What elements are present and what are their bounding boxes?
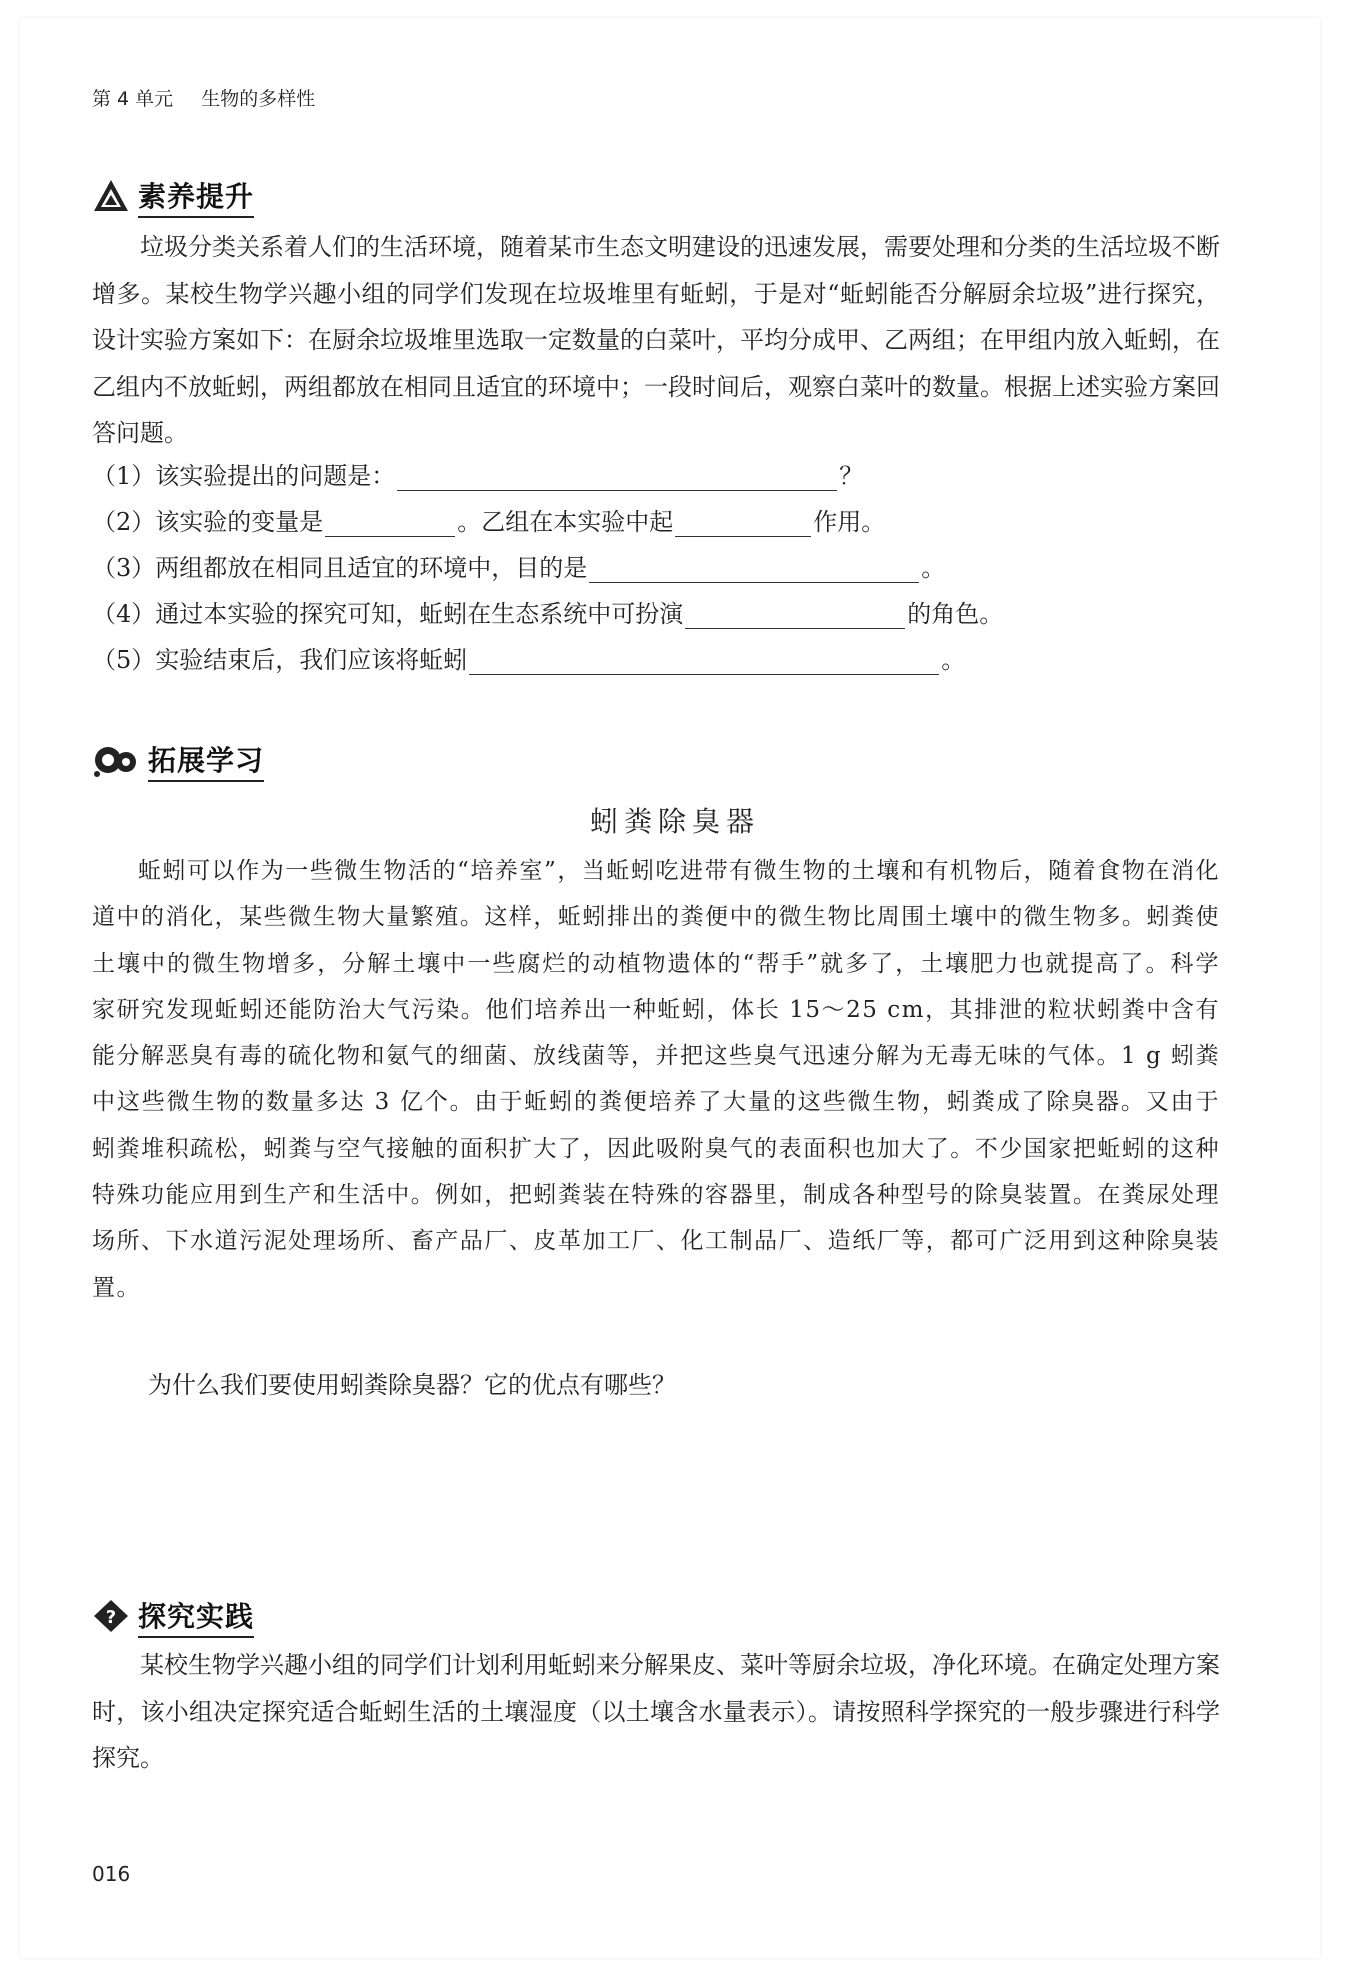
question-4-end: 的角色。 bbox=[907, 600, 1004, 628]
svg-text:?: ? bbox=[105, 1607, 117, 1628]
running-header bbox=[92, 84, 315, 111]
section-heading-inquiry bbox=[92, 1596, 254, 1636]
question-2-end: 作用。 bbox=[813, 508, 886, 536]
section-title: 探究实践 bbox=[138, 1595, 254, 1638]
section-title: 拓展学习 bbox=[148, 739, 264, 782]
question-3 bbox=[92, 548, 945, 583]
article-question: 为什么我们要使用蚓粪除臭器？它的优点有哪些？ bbox=[148, 1371, 676, 1399]
question-2-text: （2）该实验的变量是 bbox=[92, 508, 324, 536]
inquiry-icon bbox=[92, 1598, 130, 1634]
question-2 bbox=[92, 502, 885, 537]
question-1-end: ？ bbox=[839, 462, 864, 490]
magnifier-icon bbox=[92, 742, 140, 778]
unit-title: 生物的多样性 bbox=[201, 88, 316, 110]
article-title: 蚓粪除臭器 bbox=[589, 805, 760, 838]
question-5 bbox=[92, 640, 965, 675]
section-title: 素养提升 bbox=[138, 175, 254, 218]
question-2-mid: 。乙组在本实验中起 bbox=[457, 508, 674, 536]
answer-blank-5[interactable] bbox=[469, 646, 939, 675]
question-1-text: （1）该实验提出的问题是： bbox=[92, 462, 396, 490]
question-1 bbox=[92, 456, 863, 491]
question-5-text: （5）实验结束后，我们应该将蚯蚓 bbox=[92, 646, 468, 674]
question-4-text: （4）通过本实验的探究可知，蚯蚓在生态系统中可扮演 bbox=[92, 600, 684, 628]
answer-blank-2a[interactable] bbox=[325, 508, 455, 537]
question-5-end: 。 bbox=[941, 646, 966, 674]
section-heading-literacy bbox=[92, 176, 254, 216]
section1-paragraph: 垃圾分类关系着人们的生活环境，随着某市生态文明建设的迅速发展，需要处理和分类的生活垃圾不断增多。某校生物学兴趣小组的同学们发现在垃圾堆里有蚯蚓，于是对“蚯蚓能否分解厨余垃圾”进行探究，设计实验方案如下：在厨余垃圾堆里选取一定数量的白菜叶，平均分成甲、乙两组；在甲组内放入蚯蚓，在乙组内不放蚯蚓，两组都放在相同且适宜的环境中；一段时间后，观察白菜叶的数量。根据上述实验方案回答问题。 bbox=[92, 233, 1220, 447]
answer-blank-2b[interactable] bbox=[675, 508, 811, 537]
question-4 bbox=[92, 594, 1003, 629]
answer-blank-3[interactable] bbox=[589, 554, 919, 583]
section-heading-extension bbox=[92, 740, 264, 780]
article-body: 蚯蚓可以作为一些微生物活的“培养室”，当蚯蚓吃进带有微生物的土壤和有机物后，随着食物在消化道中的消化，某些微生物大量繁殖。这样，蚯蚓排出的粪便中的微生物比周围土壤中的微生物多。蚓粪使土壤中的微生物增多，分解土壤中一些腐烂的动植物遗体的“帮手”就多了，土壤肥力也就提高了。科学家研究发现蚯蚓还能防治大气污染。他们培养出一种蚯蚓，体长 15～25 cm，其排泄的粒状蚓粪中含有能分解恶臭有毒的硫化物和氨气的细菌、放线菌等，并把这些臭气迅速分解为无毒无味的气体。1 g 蚓粪中这些微生物的数量多达 3 亿个。由于蚯蚓的粪便培养了大量的这些微生物，蚓粪成了除臭器。又由于蚓粪堆积疏松，蚓粪与空气接触的面积扩大了，因此吸附臭气的表面积也加大了。不少国家把蚯蚓的这种特殊功能应用到生产和生活中。例如，把蚓粪装在特殊的容器里，制成各种型号的除臭装置。在粪尿处理场所、下水道污泥处理场所、畜产品厂、皮革加工厂、化工制品厂、造纸厂等，都可广泛用到这种除臭装置。 bbox=[92, 858, 1220, 1301]
question-3-text: （3）两组都放在相同且适宜的环境中，目的是 bbox=[92, 554, 588, 582]
page-number: 016 bbox=[92, 1862, 131, 1886]
answer-blank-1[interactable] bbox=[397, 462, 837, 491]
unit-label: 第 4 单元 bbox=[92, 88, 174, 110]
question-3-end: 。 bbox=[921, 554, 946, 582]
triangle-icon bbox=[92, 178, 130, 214]
answer-blank-4[interactable] bbox=[685, 600, 905, 629]
section3-paragraph: 某校生物学兴趣小组的同学们计划利用蚯蚓来分解果皮、菜叶等厨余垃圾，净化环境。在确定处理方案时，该小组决定探究适合蚯蚓生活的土壤湿度（以土壤含水量表示）。请按照科学探究的一般步骤进行科学探究。 bbox=[92, 1651, 1220, 1772]
